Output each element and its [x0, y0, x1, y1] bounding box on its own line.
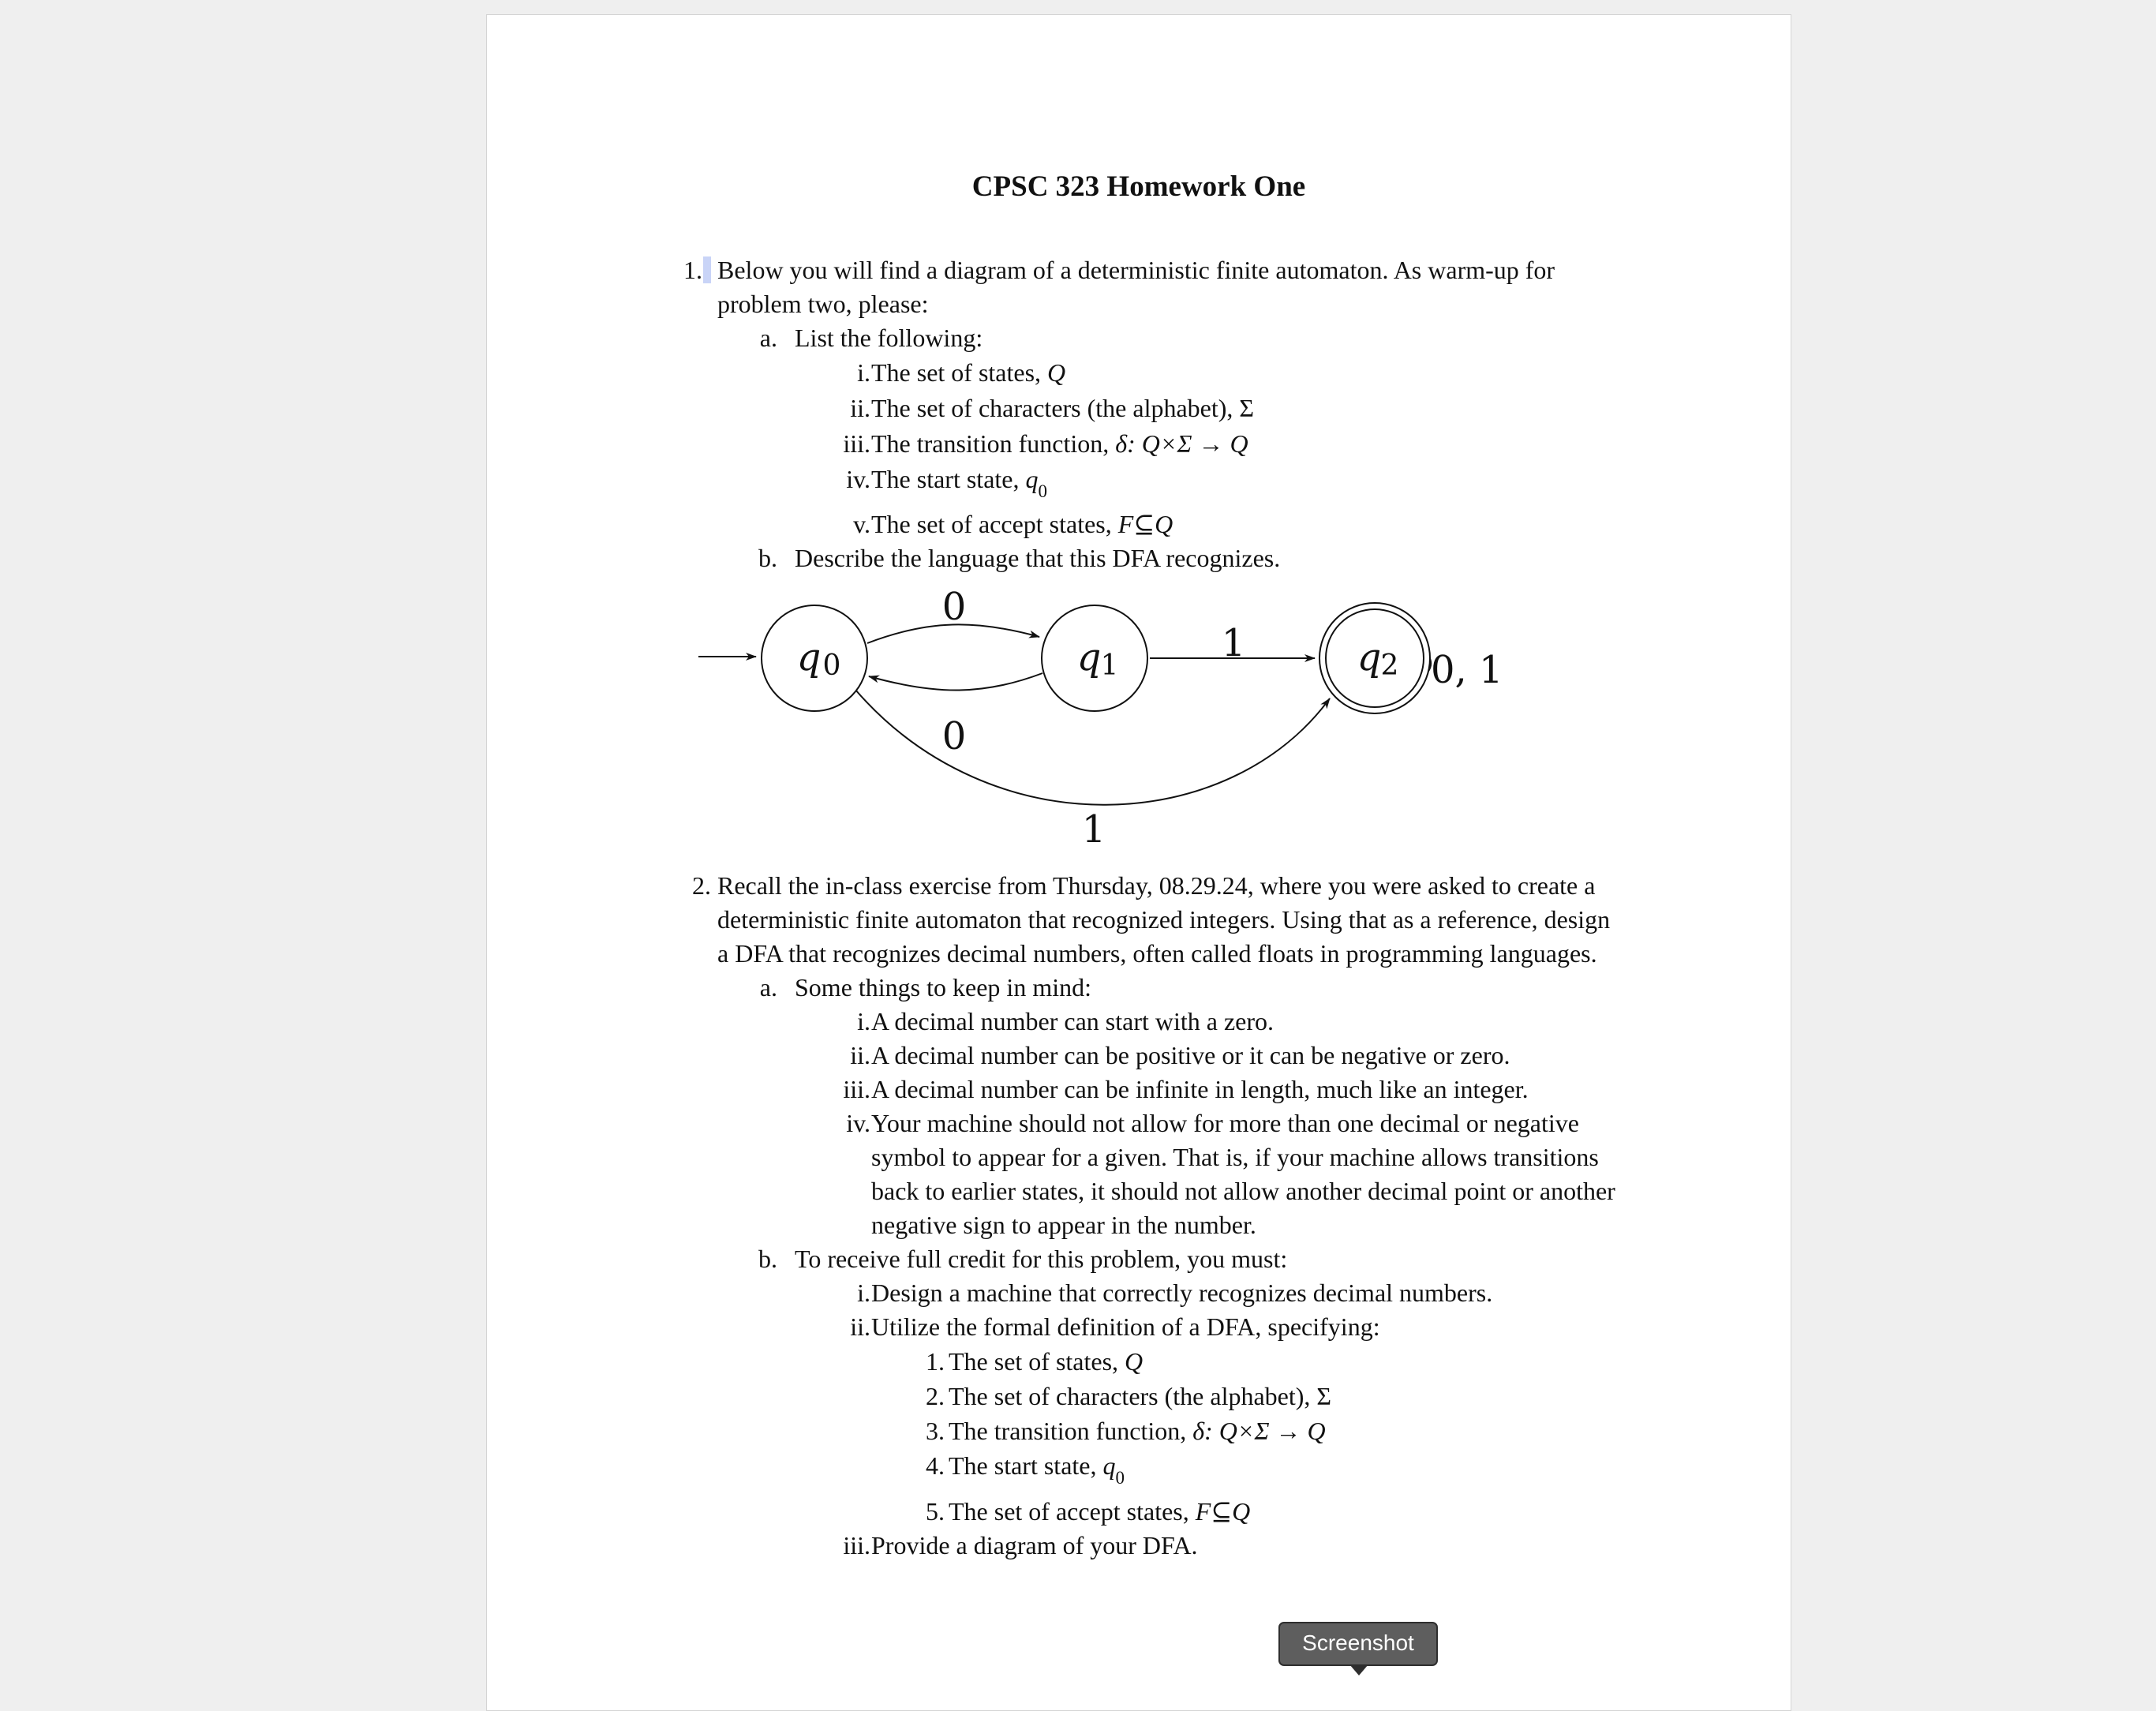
list-text: The set of accept states, F⊆Q	[949, 1497, 1251, 1526]
transition-label-q1-q2: 1	[1221, 621, 1246, 665]
list-label: i.	[857, 358, 870, 387]
state-label-q0: q	[796, 635, 822, 680]
transition-label-q0-q1: 0	[941, 585, 967, 629]
document-title: CPSC 323 Homework One	[971, 170, 1306, 203]
list-label: 2.	[926, 1382, 945, 1410]
list-text: To receive full credit for this problem, you must:	[795, 1245, 1288, 1273]
document-page	[486, 14, 1791, 1711]
dfa-diagram	[487, 15, 1792, 883]
question-number: 1.	[665, 253, 711, 287]
list-label: 1.	[926, 1347, 945, 1376]
list-text: The set of characters (the alphabet), Σ	[949, 1382, 1332, 1410]
list-text: Design a machine that correctly recognizes decimal numbers.	[871, 1279, 1493, 1307]
list-label: iv.	[846, 1109, 870, 1137]
list-text: Describe the language that this DFA recognizes.	[795, 544, 1281, 572]
list-text: Your machine should not allow for more than one decimal or negative	[871, 1109, 1579, 1137]
list-text: The set of accept states, F⊆Q	[871, 510, 1173, 538]
tooltip-arrow	[1349, 1664, 1368, 1675]
list-text: The start state, $q_0$	[949, 1451, 1125, 1488]
list-label: b.	[758, 544, 777, 572]
question-number: 2.	[692, 871, 711, 900]
list-text: A decimal number can be infinite in length, much like an integer.	[871, 1075, 1529, 1103]
question-text: Recall the in-class exercise from Thursday, 08.29.24, where you were asked to create a	[717, 871, 1596, 900]
list-text: The set of characters (the alphabet), Σ	[871, 394, 1255, 422]
list-text: A decimal number can be positive or it can be negative or zero.	[871, 1041, 1510, 1069]
transition-q1-q0	[869, 673, 1042, 691]
list-label: ii.	[850, 1041, 870, 1069]
list-text: Provide a diagram of your DFA.	[871, 1531, 1198, 1559]
list-label: 4.	[926, 1451, 945, 1480]
list-label: iv.	[846, 465, 870, 493]
question-text: Below you will find a diagram of a deterministic finite automaton. As warm-up for	[717, 256, 1555, 284]
transition-label-q0-q2: 1	[1081, 807, 1106, 852]
state-sub-q0: 0	[822, 650, 841, 682]
list-label: ii.	[850, 1312, 870, 1341]
list-text: The transition function, δ: Q×Σ → Q	[871, 429, 1248, 458]
list-label: iii.	[843, 429, 870, 458]
list-text: The set of states, Q	[949, 1347, 1144, 1376]
list-text: The start state, $q_0$	[871, 465, 1047, 501]
list-text: back to earlier states, it should not allow another decimal point or another	[871, 1177, 1615, 1205]
list-text: negative sign to appear in the number.	[871, 1211, 1256, 1239]
transition-label-q1-q0: 0	[941, 714, 967, 758]
list-label: iii.	[843, 1531, 870, 1559]
screenshot-tooltip: Screenshot	[1278, 1622, 1438, 1666]
question-text: deterministic finite automaton that recognized integers. Using that as a reference, design	[717, 905, 1611, 934]
list-text: symbol to appear for a given. That is, if your machine allows transitions	[871, 1143, 1599, 1171]
list-label: v.	[853, 510, 870, 538]
list-text: Some things to keep in mind:	[795, 973, 1091, 1002]
list-text: A decimal number can start with a zero.	[871, 1007, 1275, 1035]
question-text: a DFA that recognizes decimal numbers, often called floats in programming languages.	[717, 939, 1597, 968]
list-label: b.	[758, 1245, 777, 1273]
list-text: The transition function, δ: Q×Σ → Q	[949, 1417, 1326, 1445]
list-label: 3.	[926, 1417, 945, 1445]
list-label: a.	[759, 973, 777, 1002]
list-label: i.	[857, 1279, 870, 1307]
list-text: List the following:	[795, 324, 983, 352]
list-label: 5.	[926, 1497, 945, 1526]
state-sub-q2: 2	[1380, 650, 1399, 682]
list-label: i.	[857, 1007, 870, 1035]
list-label: a.	[759, 324, 777, 352]
list-text: The set of states, Q	[871, 358, 1066, 387]
state-label-q2: q	[1357, 635, 1382, 680]
state-label-q1: q	[1076, 635, 1102, 680]
question-text: problem two, please:	[717, 290, 929, 318]
list-label: iii.	[843, 1075, 870, 1103]
transition-label-q2-loop: 0, 1	[1431, 648, 1503, 692]
state-sub-q1: 1	[1100, 650, 1119, 682]
list-text: Utilize the formal definition of a DFA, specifying:	[871, 1312, 1380, 1341]
list-label: ii.	[850, 394, 870, 422]
